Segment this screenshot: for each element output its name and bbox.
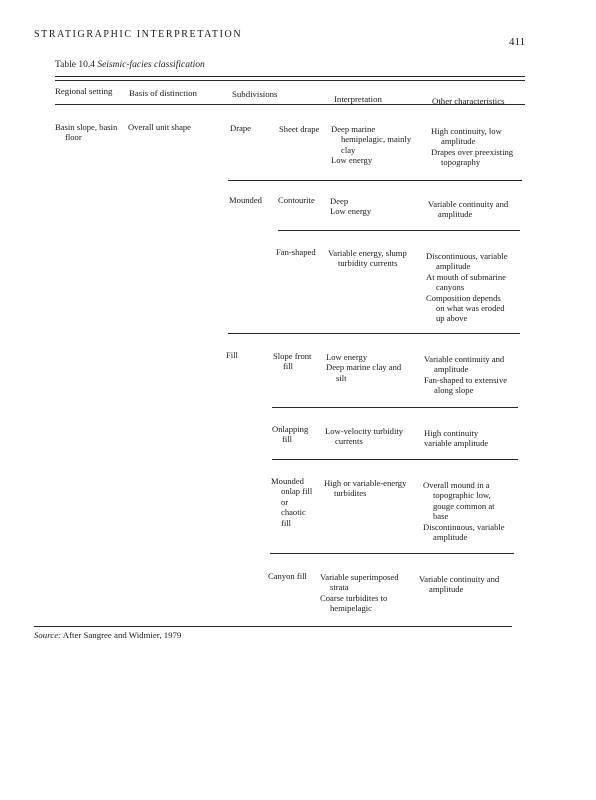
table-source-note xyxy=(34,630,181,640)
row-divider xyxy=(228,180,522,181)
other-characteristics-cell xyxy=(423,480,505,542)
interpretation-line: Deep xyxy=(330,196,349,206)
other-characteristics-cell xyxy=(431,126,513,168)
other-line: amplitude xyxy=(434,364,469,375)
subdivision-line: Contourite xyxy=(278,195,315,205)
running-header: STRATIGRAPHIC INTERPRETATION xyxy=(34,29,243,40)
subdivision-line: Sheet drape xyxy=(279,124,320,134)
group-mounded: Mounded xyxy=(229,195,262,205)
interpretation-line: Low-velocity turbidity xyxy=(325,426,404,436)
interpretation-line: High or variable-energy xyxy=(324,478,407,488)
row-divider xyxy=(272,407,518,408)
other-line: Fan-shaped to extensive xyxy=(424,374,508,385)
other-line: Variable continuity and xyxy=(419,574,500,584)
interpretation-line: Low energy xyxy=(330,206,372,217)
subdivision-line: Mounded xyxy=(271,476,304,486)
interpretation-cell xyxy=(320,572,399,614)
group-divider xyxy=(228,333,520,334)
column-heading-interpretation: Interpretation xyxy=(334,94,382,104)
other-line: up above xyxy=(436,313,468,324)
subdivision-cell xyxy=(271,476,312,528)
other-line: Discontinuous, variable xyxy=(426,251,508,261)
interpretation-cell xyxy=(328,248,407,269)
other-line: Variable continuity and xyxy=(428,199,509,209)
interpretation-cell xyxy=(325,426,403,447)
table-top-rule xyxy=(55,76,525,77)
other-characteristics-cell xyxy=(424,354,507,396)
subdivision-cell xyxy=(273,351,311,372)
subdivision-line: fill xyxy=(283,361,294,372)
interpretation-line: turbidites xyxy=(334,488,367,499)
interpretation-cell xyxy=(324,478,406,499)
interpretation-line: Low energy xyxy=(326,352,368,362)
interpretation-line: currents xyxy=(335,436,363,447)
interpretation-line: Variable superimposed xyxy=(320,572,399,582)
subdivision-cell xyxy=(268,571,307,581)
interpretation-cell xyxy=(326,352,401,383)
other-line: canyons xyxy=(436,282,465,293)
subdivision-cell xyxy=(279,124,319,134)
other-line: amplitude xyxy=(429,584,464,595)
other-line: amplitude xyxy=(433,532,468,543)
other-line: Variable continuity and xyxy=(424,354,505,364)
interpretation-cell xyxy=(330,196,371,217)
group-drape: Drape xyxy=(230,123,251,133)
interpretation-line: clay xyxy=(341,144,356,155)
other-line: High continuity xyxy=(424,428,479,438)
interpretation-line: strata xyxy=(330,582,349,593)
other-characteristics-cell xyxy=(426,251,508,324)
column-heading-other-characteristics: Other characteristics xyxy=(432,96,505,106)
subdivision-line: fill xyxy=(282,434,293,445)
interpretation-line: Low energy xyxy=(331,155,373,166)
other-line: topographic low, xyxy=(433,490,491,501)
subdivision-cell xyxy=(272,424,308,445)
table-label: Table 10.4 xyxy=(55,60,95,70)
interpretation-line: silt xyxy=(336,372,347,383)
regional-setting-cell xyxy=(55,122,117,143)
table-caption xyxy=(55,60,205,70)
column-heading-regional-setting: Regional setting xyxy=(55,86,113,96)
table-header-rule xyxy=(55,80,525,81)
table-bottom-rule xyxy=(34,626,512,627)
other-line: topography xyxy=(441,157,481,168)
page-number: 411 xyxy=(509,36,526,48)
column-heading-subdivisions: Subdivisions xyxy=(232,89,278,99)
group-fill: Fill xyxy=(226,350,238,360)
interpretation-line: Deep marine clay and xyxy=(326,362,402,373)
source-label: Source: xyxy=(34,630,62,640)
other-characteristics-cell xyxy=(428,199,508,220)
interpretation-line: Coarse turbidites to xyxy=(320,592,388,603)
other-line: variable amplitude xyxy=(424,438,489,449)
interpretation-line: hemipelagic xyxy=(330,603,372,614)
other-line: At mouth of submarine xyxy=(426,271,506,282)
other-line: Drapes over preexisting xyxy=(431,146,514,157)
subdivision-line: or xyxy=(281,496,289,507)
subdivision-line: chaotic xyxy=(281,507,306,518)
interpretation-line: Variable energy, slump xyxy=(328,248,407,258)
row-divider xyxy=(270,553,514,554)
other-line: High continuity, low xyxy=(431,126,502,136)
column-heading-basis-of-distinction: Basis of distinction xyxy=(129,88,197,98)
subdivision-line: fill xyxy=(281,517,292,528)
other-line: amplitude xyxy=(441,136,476,147)
subdivision-line: Canyon fill xyxy=(268,571,307,581)
column-heading-rule xyxy=(55,104,525,105)
subdivision-cell xyxy=(278,195,315,205)
other-line: on what was eroded xyxy=(436,303,505,314)
other-line: amplitude xyxy=(436,261,471,272)
interpretation-line: turbidity currents xyxy=(338,258,398,269)
other-line: Composition depends xyxy=(426,292,501,303)
subdivision-cell xyxy=(276,247,316,257)
regional-setting-line: Basin slope, basin xyxy=(55,122,118,132)
interpretation-cell xyxy=(331,124,411,166)
subdivision-line: onlap fill xyxy=(281,486,313,497)
basis-cell: Overall unit shape xyxy=(128,122,192,132)
other-characteristics-cell xyxy=(424,428,488,449)
subdivision-line: Fan-shaped xyxy=(276,247,316,257)
other-line: Discontinuous, variable xyxy=(423,521,505,532)
other-line: Overall mound in a xyxy=(423,480,490,490)
other-line: base xyxy=(433,511,449,522)
row-divider xyxy=(278,230,520,231)
row-divider xyxy=(272,459,518,460)
other-line: amplitude xyxy=(438,209,473,220)
source-text: After Sangree and Widmier, 1979 xyxy=(62,630,182,640)
subdivision-line: Slope front xyxy=(273,351,312,361)
interpretation-line: Deep marine xyxy=(331,124,376,134)
other-characteristics-cell xyxy=(419,574,499,595)
table-title: Seismic-facies classification xyxy=(97,60,205,70)
interpretation-line: hemipelagic, mainly xyxy=(341,134,412,145)
other-line: along slope xyxy=(434,385,474,396)
regional-setting-line: floor xyxy=(65,132,82,143)
other-line: gouge common at xyxy=(433,500,495,511)
subdivision-line: Onlapping xyxy=(272,424,309,434)
